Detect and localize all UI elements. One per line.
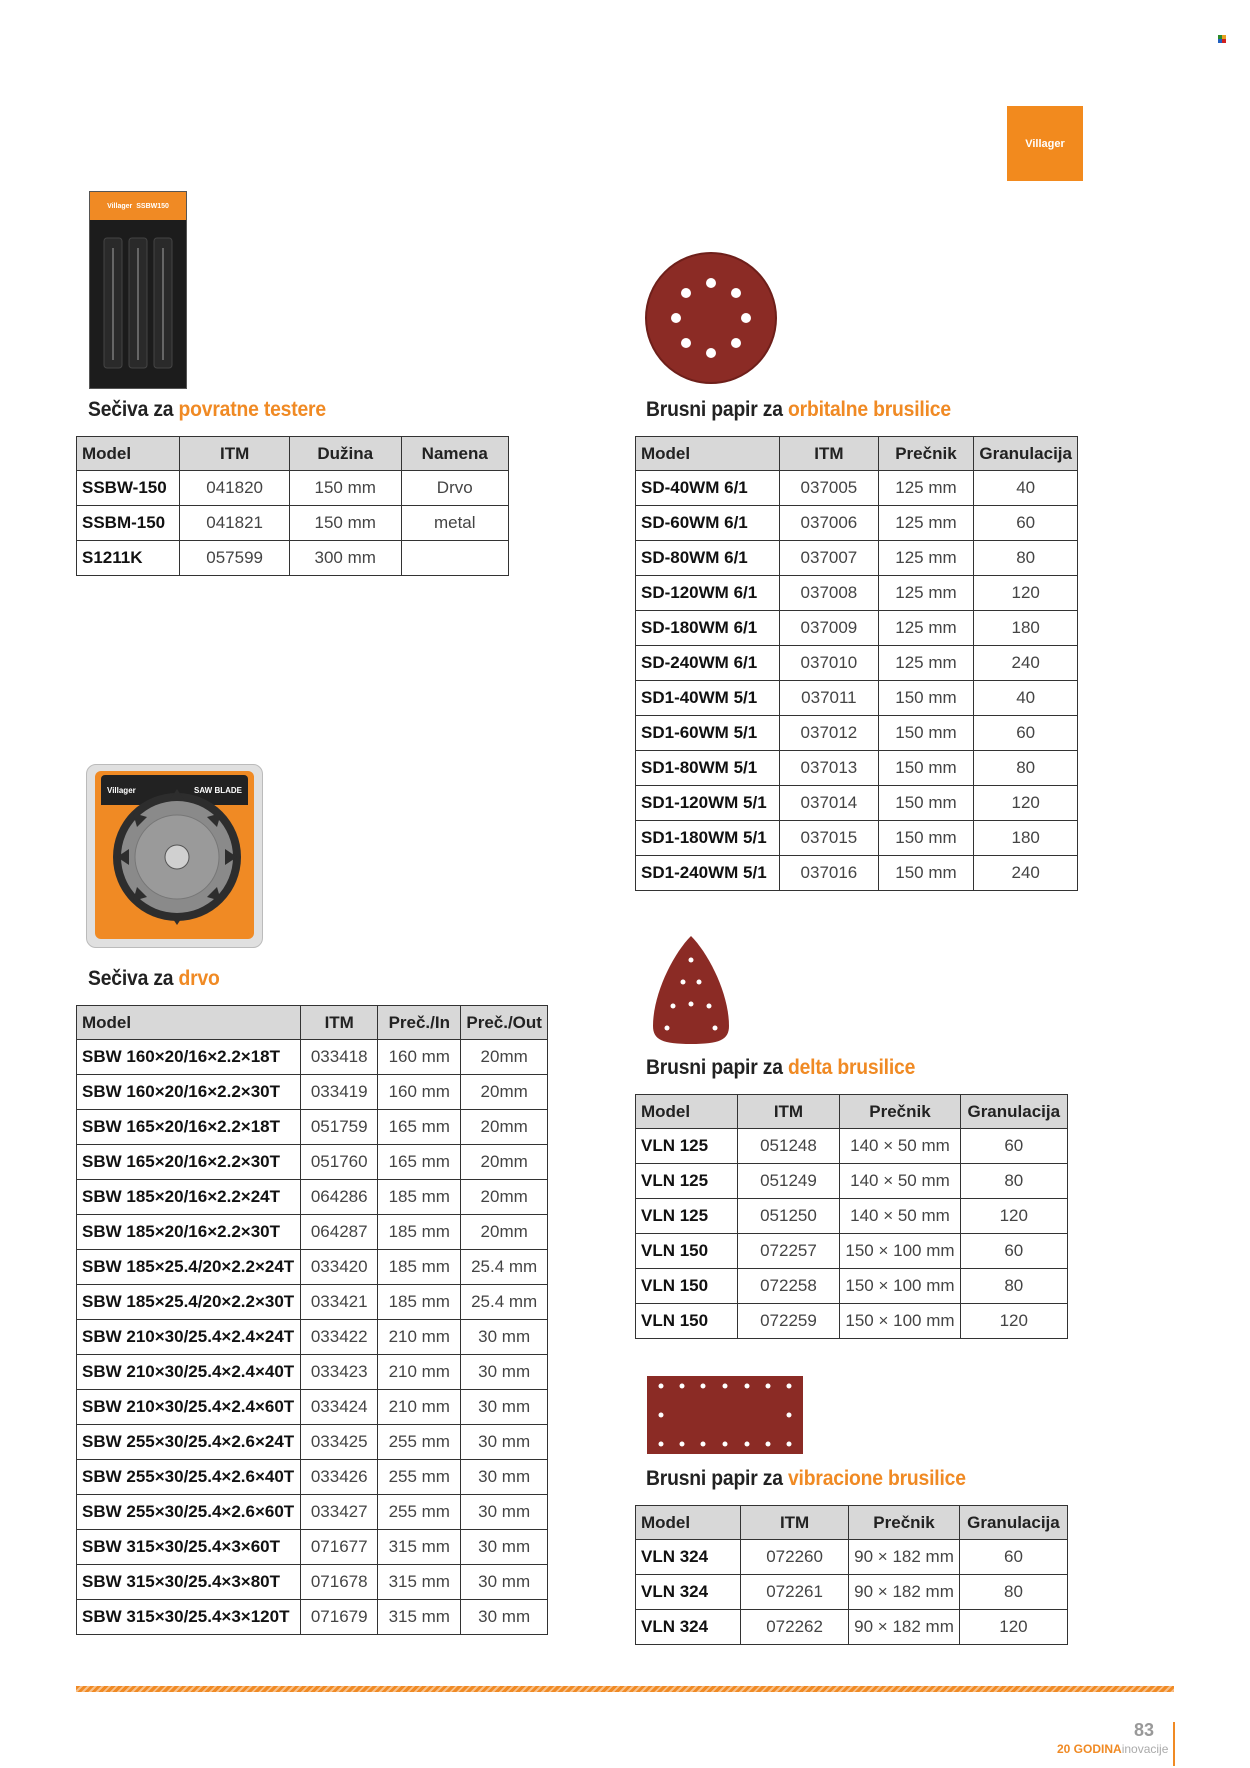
- table-cell: 150 mm: [878, 856, 974, 891]
- table-cell: 150 mm: [878, 786, 974, 821]
- table-cell: 60: [974, 716, 1078, 751]
- model-cell: SD-180WM 6/1: [636, 611, 780, 646]
- table-header-row: [636, 437, 1078, 471]
- table-cell: 125 mm: [878, 471, 974, 506]
- model-cell: SD1-60WM 5/1: [636, 716, 780, 751]
- table-cell: 037012: [780, 716, 878, 751]
- table-cell: 90 × 182 mm: [849, 1610, 960, 1645]
- model-cell: SSBM-150: [77, 506, 180, 541]
- model-cell: VLN 324: [636, 1575, 741, 1610]
- table-cell: 255 mm: [378, 1460, 461, 1495]
- badge-main: 20 GODINA: [1057, 1742, 1122, 1756]
- table-cell: 037014: [780, 786, 878, 821]
- column-header: ITM: [737, 1095, 840, 1129]
- model-cell: VLN 150: [636, 1304, 738, 1339]
- model-cell: SBW 160×20/16×2.2×30T: [77, 1075, 301, 1110]
- table-cell: 30 mm: [461, 1530, 548, 1565]
- table-row: [77, 1530, 548, 1565]
- table-cell: 180: [974, 821, 1078, 856]
- column-header: Granulacija: [974, 437, 1078, 471]
- model-cell: SD-40WM 6/1: [636, 471, 780, 506]
- table-cell: 30 mm: [461, 1565, 548, 1600]
- table-row: [636, 1164, 1068, 1199]
- wood-title-highlight: drvo: [178, 967, 220, 990]
- model-cell: VLN 150: [636, 1234, 738, 1269]
- table-row: [636, 541, 1078, 576]
- table-cell: 30 mm: [461, 1495, 548, 1530]
- table-cell: 165 mm: [378, 1110, 461, 1145]
- table-cell: 051250: [737, 1199, 840, 1234]
- table-cell: 072258: [737, 1269, 840, 1304]
- vibration-sanding-table: [635, 1505, 1068, 1645]
- model-cell: SBW 255×30/25.4×2.6×24T: [77, 1425, 301, 1460]
- table-header-row: [77, 437, 509, 471]
- model-cell: SBW 185×20/16×2.2×24T: [77, 1180, 301, 1215]
- model-cell: SD-60WM 6/1: [636, 506, 780, 541]
- model-cell: S1211K: [77, 541, 180, 576]
- table-header-row: [636, 1095, 1068, 1129]
- table-row: [77, 471, 509, 506]
- table-row: [636, 681, 1078, 716]
- table-cell: 25.4 mm: [461, 1285, 548, 1320]
- table-cell: 071679: [301, 1600, 378, 1635]
- table-row: [636, 576, 1078, 611]
- model-cell: SD-80WM 6/1: [636, 541, 780, 576]
- page-number-divider: [1173, 1722, 1175, 1766]
- table-cell: 033419: [301, 1075, 378, 1110]
- table-row: [77, 1390, 548, 1425]
- vibration-sanding-sheet-image: [647, 1376, 803, 1454]
- orbital-sanding-table: [635, 436, 1078, 891]
- table-row: [77, 1565, 548, 1600]
- table-cell: 80: [960, 1164, 1067, 1199]
- table-cell: 30 mm: [461, 1390, 548, 1425]
- model-cell: SBW 185×25.4/20×2.2×30T: [77, 1285, 301, 1320]
- table-row: [77, 1110, 548, 1145]
- saw-blade-image: [86, 764, 263, 948]
- anniversary-badge: [1057, 1742, 1168, 1756]
- table-row: [77, 1075, 548, 1110]
- model-cell: SD-120WM 6/1: [636, 576, 780, 611]
- table-cell: 125 mm: [878, 506, 974, 541]
- pack-model: SSBW150: [136, 202, 169, 210]
- column-header: ITM: [780, 437, 878, 471]
- column-header: ITM: [180, 437, 290, 471]
- table-cell: 120: [959, 1610, 1067, 1645]
- table-cell: 120: [974, 786, 1078, 821]
- column-header: Model: [636, 1095, 738, 1129]
- wood-blades-table: [76, 1005, 548, 1635]
- column-header: Preč./In: [378, 1006, 461, 1040]
- table-cell: 315 mm: [378, 1600, 461, 1635]
- table-cell: 051249: [737, 1164, 840, 1199]
- column-header: Prečnik: [840, 1095, 960, 1129]
- table-cell: 120: [960, 1199, 1067, 1234]
- table-cell: 20mm: [461, 1180, 548, 1215]
- table-cell: 071678: [301, 1565, 378, 1600]
- table-cell: 210 mm: [378, 1355, 461, 1390]
- table-cell: 150 × 100 mm: [840, 1269, 960, 1304]
- table-cell: 140 × 50 mm: [840, 1199, 960, 1234]
- table-cell: 240: [974, 856, 1078, 891]
- pack-brand: Villager: [107, 202, 133, 210]
- table-cell: 041821: [180, 506, 290, 541]
- table-cell: 80: [974, 751, 1078, 786]
- table-cell: [401, 541, 509, 576]
- table-cell: 072257: [737, 1234, 840, 1269]
- table-row: [77, 1250, 548, 1285]
- model-cell: SD1-120WM 5/1: [636, 786, 780, 821]
- table-row: [636, 1304, 1068, 1339]
- column-header: Model: [636, 1506, 741, 1540]
- table-cell: 185 mm: [378, 1180, 461, 1215]
- column-header: Namena: [401, 437, 509, 471]
- table-cell: 315 mm: [378, 1530, 461, 1565]
- table-header-row: [77, 1006, 548, 1040]
- table-cell: 125 mm: [878, 576, 974, 611]
- table-row: [77, 1355, 548, 1390]
- model-cell: SD1-180WM 5/1: [636, 821, 780, 856]
- page-number: 83: [1134, 1720, 1155, 1740]
- table-cell: 150 mm: [289, 471, 401, 506]
- table-cell: 037005: [780, 471, 878, 506]
- model-cell: VLN 125: [636, 1164, 738, 1199]
- model-cell: SD1-80WM 5/1: [636, 751, 780, 786]
- table-cell: 255 mm: [378, 1425, 461, 1460]
- table-cell: 051760: [301, 1145, 378, 1180]
- table-cell: 30 mm: [461, 1460, 548, 1495]
- table-cell: 20mm: [461, 1040, 548, 1075]
- table-cell: 071677: [301, 1530, 378, 1565]
- model-cell: SBW 210×30/25.4×2.4×60T: [77, 1390, 301, 1425]
- table-row: [636, 751, 1078, 786]
- table-cell: 037015: [780, 821, 878, 856]
- table-cell: 185 mm: [378, 1215, 461, 1250]
- column-header: Prečnik: [878, 437, 974, 471]
- table-row: [636, 1269, 1068, 1304]
- table-cell: 064286: [301, 1180, 378, 1215]
- model-cell: SD1-40WM 5/1: [636, 681, 780, 716]
- table-cell: 180: [974, 611, 1078, 646]
- column-header: Preč./Out: [461, 1006, 548, 1040]
- model-cell: SBW 185×20/16×2.2×30T: [77, 1215, 301, 1250]
- table-cell: 033425: [301, 1425, 378, 1460]
- model-cell: SBW 315×30/25.4×3×120T: [77, 1600, 301, 1635]
- table-cell: 033424: [301, 1390, 378, 1425]
- table-cell: 120: [960, 1304, 1067, 1339]
- reciprocating-blades-table: [76, 436, 509, 576]
- table-cell: 210 mm: [378, 1320, 461, 1355]
- table-cell: 60: [960, 1129, 1067, 1164]
- table-cell: 30 mm: [461, 1355, 548, 1390]
- table-row: [636, 1610, 1068, 1645]
- table-cell: 125 mm: [878, 541, 974, 576]
- table-cell: 165 mm: [378, 1145, 461, 1180]
- column-header: Granulacija: [959, 1506, 1067, 1540]
- table-cell: 037010: [780, 646, 878, 681]
- table-row: [636, 856, 1078, 891]
- orbital-title-highlight: orbitalne brusilice: [787, 398, 951, 421]
- table-cell: 60: [959, 1540, 1067, 1575]
- table-cell: 033426: [301, 1460, 378, 1495]
- table-cell: 185 mm: [378, 1250, 461, 1285]
- table-row: [636, 646, 1078, 681]
- table-cell: 033423: [301, 1355, 378, 1390]
- model-cell: SBW 165×20/16×2.2×30T: [77, 1145, 301, 1180]
- table-cell: 033420: [301, 1250, 378, 1285]
- reciprocating-blades-image: [89, 191, 187, 389]
- table-cell: 051248: [737, 1129, 840, 1164]
- table-cell: 037009: [780, 611, 878, 646]
- table-row: [636, 1199, 1068, 1234]
- column-header: Model: [636, 437, 780, 471]
- table-row: [77, 1145, 548, 1180]
- column-header: Dužina: [289, 437, 401, 471]
- table-row: [636, 1575, 1068, 1610]
- orbital-sanding-disc-image: [645, 252, 777, 384]
- table-row: [77, 1600, 548, 1635]
- table-row: [636, 1129, 1068, 1164]
- column-header: ITM: [301, 1006, 378, 1040]
- table-row: [636, 611, 1078, 646]
- table-cell: 150 mm: [878, 821, 974, 856]
- table-cell: 125 mm: [878, 611, 974, 646]
- table-row: [636, 716, 1078, 751]
- table-cell: 60: [960, 1234, 1067, 1269]
- table-cell: 033427: [301, 1495, 378, 1530]
- model-cell: SBW 210×30/25.4×2.4×24T: [77, 1320, 301, 1355]
- reciprocating-title-highlight: povratne testere: [178, 398, 326, 421]
- table-cell: 210 mm: [378, 1390, 461, 1425]
- model-cell: SSBW-150: [77, 471, 180, 506]
- table-cell: 150 mm: [878, 751, 974, 786]
- table-cell: 037011: [780, 681, 878, 716]
- table-cell: 150 × 100 mm: [840, 1234, 960, 1269]
- footer-stripe: [76, 1686, 1174, 1692]
- table-cell: 033422: [301, 1320, 378, 1355]
- table-cell: 037006: [780, 506, 878, 541]
- table-cell: 037007: [780, 541, 878, 576]
- table-cell: 140 × 50 mm: [840, 1164, 960, 1199]
- table-row: [636, 506, 1078, 541]
- table-cell: 20mm: [461, 1145, 548, 1180]
- table-cell: Drvo: [401, 471, 509, 506]
- table-cell: 051759: [301, 1110, 378, 1145]
- table-cell: 072260: [741, 1540, 849, 1575]
- column-header: ITM: [741, 1506, 849, 1540]
- table-row: [77, 1460, 548, 1495]
- saw-pack-brand: Villager: [107, 785, 136, 795]
- table-cell: 140 × 50 mm: [840, 1129, 960, 1164]
- model-cell: SBW 255×30/25.4×2.6×40T: [77, 1460, 301, 1495]
- table-cell: 033421: [301, 1285, 378, 1320]
- badge-sub: inovacije: [1121, 1742, 1169, 1756]
- table-cell: 25.4 mm: [461, 1250, 548, 1285]
- table-cell: 315 mm: [378, 1565, 461, 1600]
- table-cell: 40: [974, 681, 1078, 716]
- vibration-title-highlight: vibracione brusilice: [787, 1467, 966, 1490]
- villager-logo: Villager: [1007, 106, 1083, 181]
- model-cell: SBW 185×25.4/20×2.2×24T: [77, 1250, 301, 1285]
- table-header-row: [636, 1506, 1068, 1540]
- table-cell: 072259: [737, 1304, 840, 1339]
- table-cell: 150 mm: [289, 506, 401, 541]
- orbital-title: Brusni papir za orbitalne brusilice: [646, 398, 951, 421]
- table-cell: 185 mm: [378, 1285, 461, 1320]
- table-cell: 064287: [301, 1215, 378, 1250]
- table-cell: 125 mm: [878, 646, 974, 681]
- table-cell: 255 mm: [378, 1495, 461, 1530]
- table-cell: 057599: [180, 541, 290, 576]
- table-row: [77, 1495, 548, 1530]
- table-cell: 20mm: [461, 1110, 548, 1145]
- table-cell: 30 mm: [461, 1320, 548, 1355]
- table-cell: 150 mm: [878, 716, 974, 751]
- table-cell: 072262: [741, 1610, 849, 1645]
- table-cell: 240: [974, 646, 1078, 681]
- table-cell: 072261: [741, 1575, 849, 1610]
- table-row: [77, 1040, 548, 1075]
- table-row: [77, 1180, 548, 1215]
- model-cell: SBW 315×30/25.4×3×80T: [77, 1565, 301, 1600]
- table-cell: 160 mm: [378, 1075, 461, 1110]
- table-cell: 150 mm: [878, 681, 974, 716]
- table-row: [77, 1215, 548, 1250]
- model-cell: VLN 125: [636, 1129, 738, 1164]
- table-row: [77, 1425, 548, 1460]
- model-cell: SD-240WM 6/1: [636, 646, 780, 681]
- table-cell: 037008: [780, 576, 878, 611]
- model-cell: VLN 150: [636, 1269, 738, 1304]
- wood-title: Sečiva za drvo: [88, 967, 220, 990]
- column-header: Prečnik: [849, 1506, 960, 1540]
- delta-title: Brusni papir za delta brusilice: [646, 1056, 916, 1079]
- model-cell: SBW 160×20/16×2.2×18T: [77, 1040, 301, 1075]
- table-cell: 30 mm: [461, 1600, 548, 1635]
- table-cell: 40: [974, 471, 1078, 506]
- model-cell: SD1-240WM 5/1: [636, 856, 780, 891]
- table-cell: 037016: [780, 856, 878, 891]
- table-cell: 041820: [180, 471, 290, 506]
- column-header: Model: [77, 437, 180, 471]
- saw-pack-label: SAW BLADE: [194, 785, 242, 795]
- table-row: [636, 821, 1078, 856]
- table-row: [77, 541, 509, 576]
- table-cell: 20mm: [461, 1215, 548, 1250]
- table-row: [77, 506, 509, 541]
- model-cell: VLN 125: [636, 1199, 738, 1234]
- table-cell: metal: [401, 506, 509, 541]
- model-cell: VLN 324: [636, 1540, 741, 1575]
- table-cell: 30 mm: [461, 1425, 548, 1460]
- table-row: [636, 1234, 1068, 1269]
- column-header: Granulacija: [960, 1095, 1067, 1129]
- table-row: [77, 1285, 548, 1320]
- table-cell: 033418: [301, 1040, 378, 1075]
- delta-sanding-table: [635, 1094, 1068, 1339]
- table-cell: 120: [974, 576, 1078, 611]
- table-cell: 90 × 182 mm: [849, 1540, 960, 1575]
- table-row: [77, 1320, 548, 1355]
- table-cell: 60: [974, 506, 1078, 541]
- table-cell: 300 mm: [289, 541, 401, 576]
- model-cell: VLN 324: [636, 1610, 741, 1645]
- table-cell: 80: [959, 1575, 1067, 1610]
- saw-blade-icon: [107, 779, 247, 929]
- model-cell: SBW 255×30/25.4×2.6×60T: [77, 1495, 301, 1530]
- model-cell: SBW 315×30/25.4×3×60T: [77, 1530, 301, 1565]
- reciprocating-title: Sečiva za povratne testere: [88, 398, 326, 421]
- table-row: [636, 786, 1078, 821]
- table-cell: 90 × 182 mm: [849, 1575, 960, 1610]
- table-cell: 80: [960, 1269, 1067, 1304]
- table-row: [636, 1540, 1068, 1575]
- blade-strips: [90, 220, 186, 386]
- model-cell: SBW 210×30/25.4×2.4×40T: [77, 1355, 301, 1390]
- column-header: Model: [77, 1006, 301, 1040]
- model-cell: SBW 165×20/16×2.2×18T: [77, 1110, 301, 1145]
- table-cell: 037013: [780, 751, 878, 786]
- table-cell: 160 mm: [378, 1040, 461, 1075]
- delta-sanding-sheet-image: [649, 934, 733, 1046]
- corner-mark: [1218, 35, 1226, 43]
- table-cell: 20mm: [461, 1075, 548, 1110]
- table-cell: 150 × 100 mm: [840, 1304, 960, 1339]
- table-row: [636, 471, 1078, 506]
- vibration-title: Brusni papir za vibracione brusilice: [646, 1467, 966, 1490]
- delta-title-highlight: delta brusilice: [787, 1056, 916, 1079]
- table-cell: 80: [974, 541, 1078, 576]
